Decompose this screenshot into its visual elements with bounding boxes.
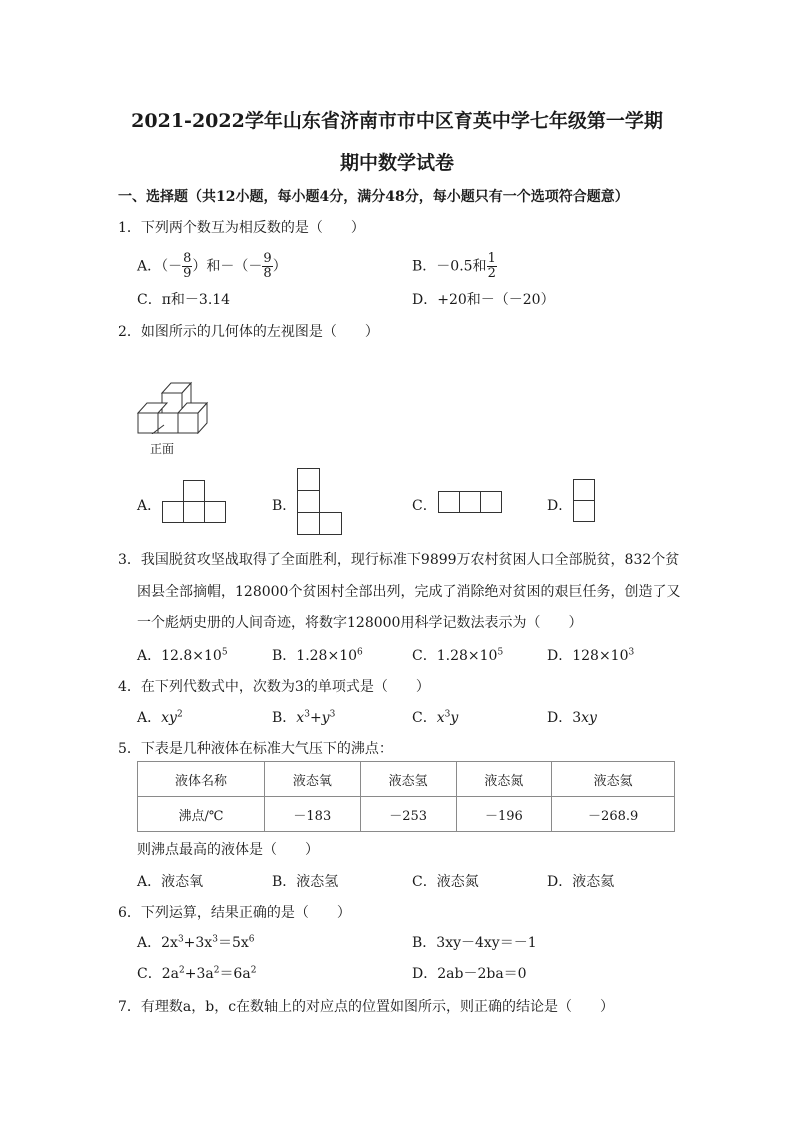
- q4-a-expr: xy: [161, 710, 177, 726]
- table-header-row: [138, 762, 675, 797]
- q3-option-b[interactable]: [272, 645, 363, 665]
- q2-solid-figure: [134, 378, 214, 434]
- q3-b-text: B．1.28×10: [272, 648, 358, 664]
- q4-b-label: B．: [272, 710, 297, 726]
- q6-c-e3: 2: [250, 965, 257, 976]
- q6-option-c[interactable]: [137, 963, 256, 983]
- q4-a-label: A．: [137, 710, 162, 726]
- boiling-point-table: [137, 761, 675, 832]
- question-7-stem: 7．有理数a，b，c在数轴上的对应点的位置如图所示，则正确的结论是（ ）: [118, 999, 615, 1015]
- q2-option-c-label[interactable]: C．: [412, 498, 437, 514]
- q6-a-p3: ＝5x: [217, 935, 249, 951]
- q1-a-left: （－: [161, 258, 183, 275]
- q6-c-p2: +3a: [184, 966, 214, 982]
- q2-b-square: [320, 513, 342, 535]
- q6-option-b[interactable]: [412, 932, 537, 952]
- question-3-line1: 3．我国脱贫攻坚战取得了全面胜利，现行标准下9899万农村贫困人口全部脱贫，832个贫: [118, 552, 680, 568]
- q6-a-e3: 6: [248, 934, 255, 945]
- q4-option-d[interactable]: [547, 707, 597, 727]
- q2-option-d-label[interactable]: D．: [547, 498, 573, 514]
- q6-c-e2: 2: [213, 965, 220, 976]
- q3-d-exp: 3: [628, 647, 635, 658]
- q2-option-d-figure[interactable]: [573, 479, 595, 522]
- q4-a-exp: 2: [176, 709, 183, 720]
- q3-option-a[interactable]: [137, 645, 228, 665]
- q1-b-den: 2: [487, 266, 496, 281]
- q4-b-yexp: 3: [329, 709, 336, 720]
- q2-cube-front-1: [138, 413, 158, 433]
- q6-c-p3: ＝6a: [219, 966, 251, 982]
- q3-option-c[interactable]: [412, 645, 503, 665]
- q3-a-text: A．12.8×10: [137, 648, 222, 664]
- q1-a-frac1: [182, 252, 192, 281]
- q1-a-num2: 9: [263, 251, 272, 266]
- question-5-stem: 5．下表是几种液体在标准大气压下的沸点：: [118, 741, 393, 757]
- question-1-stem: 1．下列两个数互为相反数的是（ ）: [118, 220, 365, 236]
- table-cell: －183: [264, 797, 360, 832]
- q6-option-a[interactable]: [137, 932, 255, 952]
- table-cell: －268.9: [552, 797, 675, 832]
- q4-b-x: x: [296, 710, 305, 726]
- table-header-cell: 液态氢: [360, 762, 456, 797]
- question-3-line3: 一个彪炳史册的人间奇迹，将数字128000用科学记数法表示为（ ）: [137, 615, 583, 631]
- q2-a-square: [184, 502, 205, 523]
- q6-a-e1: 3: [177, 934, 184, 945]
- q6-c-e1: 2: [178, 965, 185, 976]
- q6-d-label: D．: [412, 966, 438, 982]
- section-heading: 一、选择题（共12小题，每小题4分，满分48分，每小题只有一个选项符合题意）: [118, 189, 629, 205]
- table-cell: 沸点/℃: [138, 797, 265, 832]
- q2-b-square: [298, 513, 320, 535]
- q2-a-square: [163, 502, 184, 523]
- q1-option-b[interactable]: [412, 252, 497, 281]
- question-5-followup: 则沸点最高的液体是（ ）: [137, 842, 319, 858]
- q4-d-label: D．: [547, 710, 573, 726]
- q4-c-xexp: 3: [444, 709, 451, 720]
- q4-c-y: y: [450, 710, 459, 726]
- q6-option-d[interactable]: [412, 963, 527, 983]
- q4-c-label: C．: [412, 710, 437, 726]
- question-3-line2: 困县全部摘帽，128000个贫困村全部出列，完成了消除绝对贫困的艰巨任务，创造了又: [137, 584, 681, 600]
- q1-b-num: 1: [487, 251, 496, 266]
- q1-a-den1: 9: [183, 266, 192, 281]
- q6-a-p1: 2x: [161, 935, 178, 951]
- q4-b-plus: +: [309, 710, 322, 726]
- q5-option-d[interactable]: D．液态氦: [547, 874, 615, 890]
- q2-c-square: [439, 492, 460, 513]
- q2-d-square: [574, 480, 595, 501]
- q6-a-label: A．: [137, 935, 162, 951]
- question-6-stem: 6．下列运算，结果正确的是（ ）: [118, 905, 351, 921]
- q2-a-square: [205, 502, 226, 523]
- q6-b-label: B．: [412, 935, 437, 951]
- q2-option-b-label[interactable]: B．: [272, 498, 297, 514]
- table-header-cell: 液体名称: [138, 762, 265, 797]
- exam-title-line1: 2021-2022学年山东省济南市市中区育英中学七年级第一学期: [131, 110, 663, 132]
- q1-b-text: －0.5和: [436, 258, 487, 275]
- q3-c-text: C．1.28×10: [412, 648, 498, 664]
- q3-c-exp: 5: [497, 647, 504, 658]
- q2-cube-front-2: [158, 413, 178, 433]
- q4-d-var: xy: [581, 710, 597, 726]
- table-header-cell: 液态氧: [264, 762, 360, 797]
- question-2-stem: 2．如图所示的几何体的左视图是（ ）: [118, 324, 379, 340]
- q3-b-exp: 6: [357, 647, 363, 658]
- q6-b-text: 3xy－4xy＝－1: [436, 935, 537, 951]
- q4-b-xexp: 3: [304, 709, 310, 720]
- q2-front-caption: 正面: [150, 442, 175, 456]
- q4-b-y: y: [321, 710, 330, 726]
- q4-d-coef: 3: [572, 710, 582, 726]
- q1-b-frac: [487, 252, 497, 281]
- q3-d-text: D．128×10: [547, 648, 629, 664]
- q5-option-a[interactable]: A．液态氧: [137, 874, 204, 890]
- q1-a-num1: 8: [183, 251, 192, 266]
- q1-option-a[interactable]: [137, 252, 287, 281]
- q1-a-den2: 8: [263, 266, 272, 281]
- q5-option-c[interactable]: C．液态氮: [412, 874, 479, 890]
- q6-d-text: 2ab－2ba＝0: [437, 966, 527, 982]
- table-row: [138, 797, 675, 832]
- q1-a-mid: ）和－（－: [192, 258, 263, 275]
- exam-title-line2: 期中数学试卷: [339, 152, 454, 174]
- q2-d-square: [574, 501, 595, 522]
- q2-b-square: [298, 469, 320, 491]
- q3-option-d[interactable]: [547, 645, 634, 665]
- q1-a-right: ）: [272, 258, 287, 275]
- q6-c-p1: 2a: [161, 966, 179, 982]
- q6-a-p2: +3x: [183, 935, 213, 951]
- q6-a-e2: 3: [212, 934, 218, 945]
- q2-option-c-figure[interactable]: [438, 491, 502, 513]
- q2-c-square: [460, 492, 481, 513]
- table-header-cell: 液态氦: [552, 762, 675, 797]
- table-header-cell: 液态氮: [456, 762, 552, 797]
- q2-b-square: [298, 491, 320, 513]
- q5-option-b[interactable]: B．液态氢: [272, 874, 339, 890]
- q1-a-frac2: [262, 252, 272, 281]
- table-cell: －253: [360, 797, 456, 832]
- q3-a-exp: 5: [221, 647, 228, 658]
- q1-option-d[interactable]: D．+20和－（－20）: [412, 292, 555, 308]
- q2-cube-front-3: [178, 413, 198, 433]
- q1-option-c[interactable]: C．π和－3.14: [137, 292, 231, 308]
- q4-c-x: x: [436, 710, 445, 726]
- q2-a-square: [184, 481, 205, 502]
- q2-c-square: [481, 492, 502, 513]
- q4-option-b[interactable]: [272, 707, 335, 727]
- table-cell: －196: [456, 797, 552, 832]
- q2-option-a-figure[interactable]: [162, 480, 227, 524]
- question-4-stem: 4．在下列代数式中，次数为3的单项式是（ ）: [118, 679, 430, 695]
- q1-b-label: B．: [412, 258, 437, 275]
- q2-option-b-figure[interactable]: [297, 468, 342, 536]
- q4-option-c[interactable]: [412, 707, 458, 727]
- q1-a-label: A．: [137, 258, 162, 275]
- q2-option-a-label[interactable]: A．: [137, 498, 162, 514]
- q4-option-a[interactable]: [137, 707, 183, 727]
- q6-c-label: C．: [137, 966, 162, 982]
